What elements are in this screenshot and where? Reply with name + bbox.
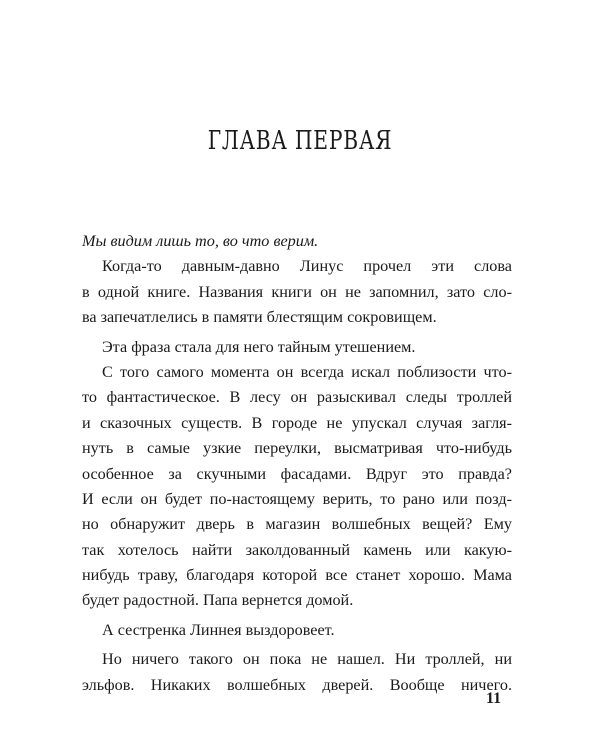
text-line: и сказочных существ. В городе не упускал случая загля- <box>82 413 512 432</box>
page-number: 11 <box>486 690 502 707</box>
text-line: Но ничего такого он пока не нашел. Ни троллей, ни <box>102 650 512 669</box>
text-line: А сестренка Линнея выздоровеет. <box>102 620 335 639</box>
text-line: то фантастическое. В лесу он разыскивал следы троллей <box>82 388 512 407</box>
text-line: эльфов. Никаких волшебных дверей. Вообще ничего. <box>82 675 512 694</box>
text-line: Эта фраза стала для него тайным утешением. <box>102 337 416 356</box>
text-line: И если он будет по-настоящему верить, то рано или позд- <box>82 489 512 508</box>
text-line: в одной книге. Названия книги он не запомнил, зато сло- <box>82 282 512 301</box>
text-line: будет радостной. Папа вернется домой. <box>82 591 354 610</box>
text-line: ва запечатлелись в памяти блестящим сокровищем. <box>82 308 437 327</box>
text-line: нибудь траву, благодаря которой все станет хорошо. Мама <box>82 566 512 585</box>
chapter-title: ГЛАВА ПЕРВАЯ <box>207 126 393 156</box>
text-line: С того самого момента он всегда искал поблизости что- <box>102 362 512 381</box>
epigraph: Мы видим лишь то, во что верим. <box>82 232 319 250</box>
text-line: но обнаружит дверь в магазин волшебных вещей? Ему <box>82 515 512 534</box>
body-text <box>82 229 512 698</box>
text-line: так хотелось найти заколдованный камень или какую- <box>82 540 512 559</box>
text-line: Когда-то давным-давно Линус прочел эти слова <box>102 257 512 276</box>
text-line: нуть в самые узкие переулки, высматривая что-нибудь <box>82 439 512 458</box>
text-line: особенное за скучными фасадами. Вдруг это правда? <box>82 464 512 483</box>
